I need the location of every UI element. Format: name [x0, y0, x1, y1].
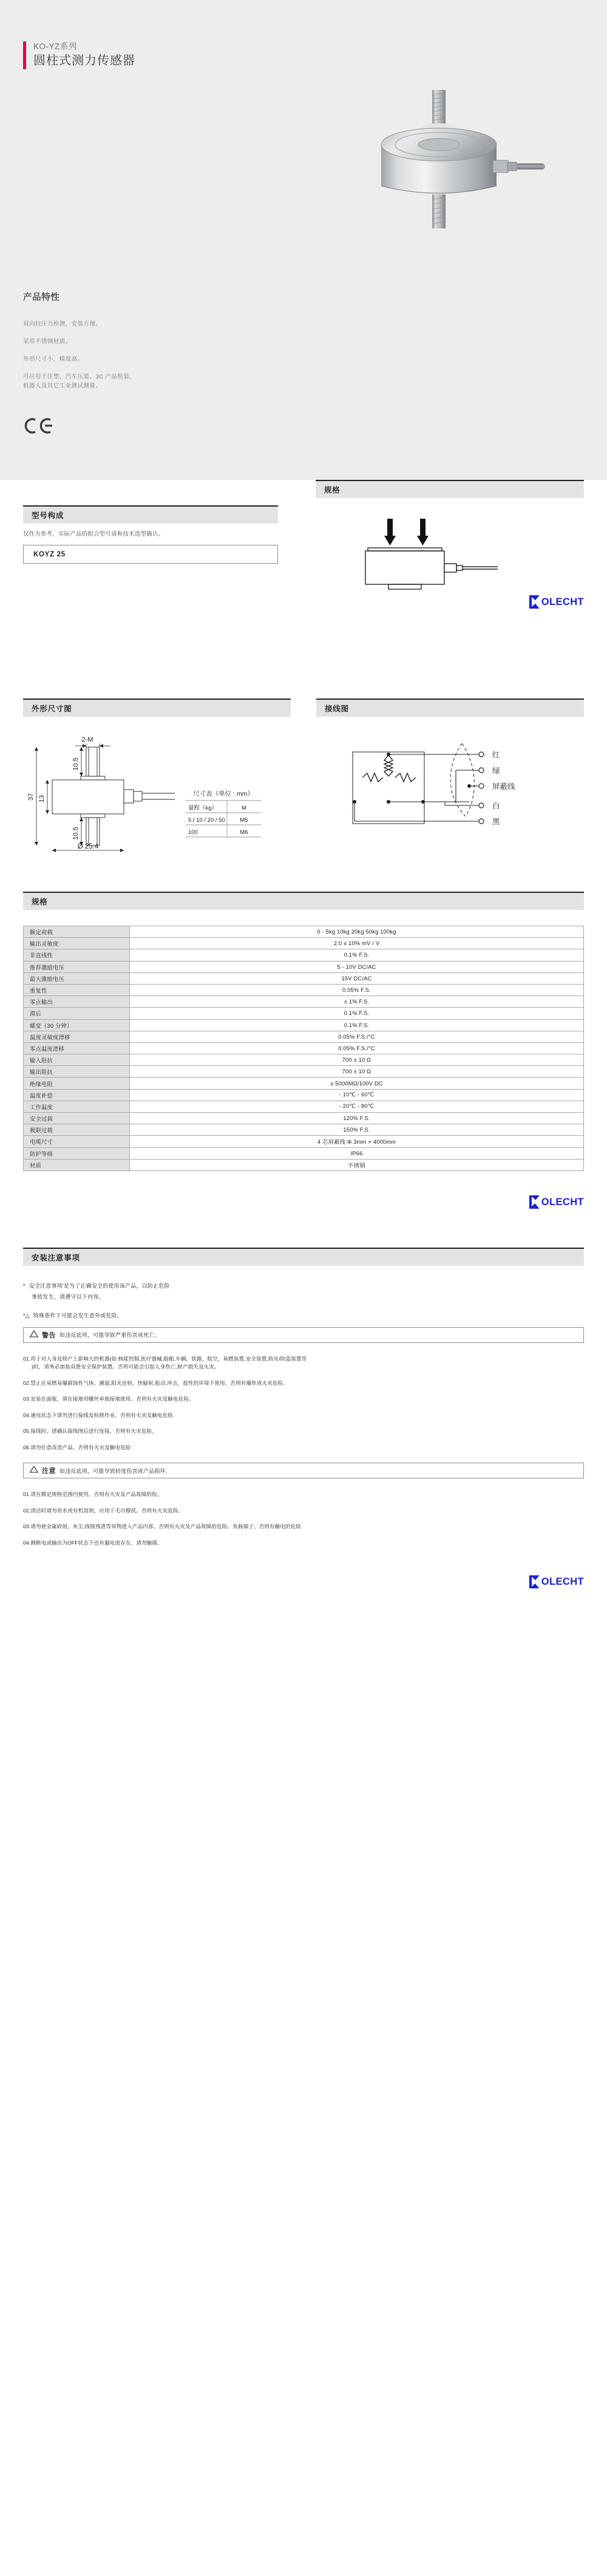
spec-section-header	[23, 892, 584, 910]
olecht-k-icon	[529, 595, 540, 609]
warning-text: 如违反此项，可能导致严重伤害或死亡。	[59, 1332, 160, 1339]
brand-logo	[0, 1195, 584, 1209]
table-row	[24, 949, 584, 961]
table-row	[24, 1078, 584, 1089]
model-heading: 型号构成	[32, 511, 64, 520]
model-subtitle: 仅作为参考，实际产品的组合型号请和技术选型确认。	[23, 530, 164, 537]
list-item-text: 用于对人身及财产上影响大的机器(如:核能控制,医疗器械,船舶,车辆，铁路，航空，易燃装置,安全装置,防灾/防盗装置等	[30, 1355, 307, 1362]
warning-label: 警告	[42, 1331, 56, 1339]
list-item-text: 清洁时请勿用水或有机溶剂，应用干毛巾擦拭。否则有火灾危险。	[30, 1507, 184, 1514]
caution-label: 注意	[42, 1467, 56, 1475]
dim-total-height: 37	[27, 793, 35, 801]
list-item-index: 05.	[23, 1428, 31, 1435]
drawings-section	[0, 699, 607, 858]
caution-text: 如违反此项，可能导致轻度伤害或产品损坏.	[59, 1467, 168, 1474]
list-item-index: 01.	[23, 1355, 31, 1362]
spec-key: 额定荷载	[24, 926, 130, 938]
dim-diameter: Ø 25.4	[77, 843, 99, 850]
spec-drawing-heading: 规格	[324, 486, 341, 494]
outline-heading: 外形尺寸图	[32, 705, 72, 713]
spec-key: 安全过载	[24, 1113, 130, 1124]
safety-intro2-line	[23, 1311, 584, 1320]
spec-value: ≥ 5000MΩ/100V DC	[130, 1078, 584, 1089]
spec-key: 零点温度漂移	[24, 1042, 130, 1054]
page-title: 圆柱式测力传感器	[33, 54, 135, 67]
wiring-label-shield: 屏蔽线	[492, 782, 515, 791]
list-item-text: 请勿使金属碎屑，灰尘,线缆残渣等异物进入产品内部。否则有火灾及产品故障的危险。负载端子。否则有触电的危险	[30, 1523, 302, 1530]
table-row	[24, 1101, 584, 1112]
spec-value: ± 1% F.S.	[130, 996, 584, 1008]
model-code-value: KOYZ 25	[33, 550, 66, 558]
table-row	[24, 1019, 584, 1031]
spec-value: 15V DC/AC	[130, 972, 584, 984]
spec-key: 输入阻抗	[24, 1054, 130, 1066]
feature-item: 双向拉压力检测，安装方便。	[23, 321, 102, 327]
brand-name: OLECHT	[541, 1196, 584, 1208]
list-item	[23, 1491, 584, 1499]
table-row	[24, 1042, 584, 1054]
list-item-index: 04.	[23, 1539, 31, 1546]
spec-key: 工作温度	[24, 1101, 130, 1112]
dim-table-header-1: M	[242, 805, 246, 811]
spec-key: 最大激励电压	[24, 972, 130, 984]
list-item	[23, 1444, 584, 1452]
table-row	[24, 1136, 584, 1147]
table-row	[24, 1054, 584, 1066]
list-item	[23, 1539, 584, 1548]
caution-triangle-icon	[30, 1465, 38, 1476]
model-left-column	[23, 505, 278, 564]
wiring-figure	[316, 730, 584, 858]
list-item-text: 安装在面板，请在接地用螺丝单独接地使用。否则有火灾及触电危险。	[30, 1396, 194, 1402]
hero-section	[0, 0, 607, 480]
spec-value: 0.05% F.S.	[130, 984, 584, 996]
caution-callout	[23, 1463, 584, 1478]
spec-key: 滞后	[24, 1008, 130, 1019]
spec-value: 不锈钢	[130, 1159, 584, 1170]
spec-value: 0.1% F.S.	[130, 1008, 584, 1019]
specification-table	[23, 926, 584, 1171]
dim-table-header-0: 量程（kg）	[188, 805, 218, 811]
list-item	[23, 1355, 584, 1372]
table-row	[24, 1008, 584, 1019]
spec-value: 0.1% F.S.	[130, 949, 584, 961]
feature-item: 可应用于注塑、汽车压装、3C 产品组装、	[23, 374, 136, 380]
wiring-label-black: 黑	[492, 818, 500, 826]
feature-item: 采用不锈钢材质。	[23, 338, 72, 345]
spec-value: 150% F.S.	[130, 1124, 584, 1136]
olecht-k-icon	[529, 1575, 540, 1588]
spec-value: 4 芯屏蔽线 Φ 3mm × 4000mm	[130, 1136, 584, 1147]
safety-section	[0, 1248, 607, 1607]
feature-item: 外形尺寸小，精度高。	[23, 356, 84, 363]
list-item	[23, 1379, 584, 1388]
table-row	[24, 1113, 584, 1124]
brand-logo	[0, 1575, 584, 1588]
product-title-block	[23, 41, 135, 69]
spec-key: 输出灵敏度	[24, 938, 130, 949]
table-row	[24, 996, 584, 1008]
product-features	[23, 290, 223, 399]
spec-key: 极限过载	[24, 1124, 130, 1136]
safety-intro-text: 安全注意事项'是为了正确安全的使用该产品，以防止危险	[29, 1282, 170, 1289]
spec-value: 5 - 10V DC/AC	[130, 961, 584, 972]
list-item	[23, 1395, 584, 1404]
safety-intro2-text: 特殊条件下可能会发生意外或危险。	[33, 1312, 123, 1319]
list-item	[23, 1427, 584, 1436]
table-row	[24, 1031, 584, 1042]
list-item-index: 03.	[23, 1523, 31, 1530]
table-row	[24, 1147, 584, 1159]
outline-section-header	[23, 699, 291, 717]
dim-body-height: 13	[38, 794, 46, 803]
product-series: KO-YZ系列	[33, 42, 77, 51]
features-heading: 产品特性	[23, 293, 60, 302]
list-item-index: 02.	[23, 1379, 31, 1386]
safety-section-header	[23, 1248, 584, 1266]
spec-key: 温度补偿	[24, 1089, 130, 1101]
wiring-label-red: 红	[492, 751, 500, 759]
spec-key: 推荐激励电压	[24, 961, 130, 972]
model-composition-section	[0, 480, 607, 662]
wiring-section-header	[316, 699, 584, 717]
spec-drawing-figure	[316, 514, 584, 605]
spec-value: 0.1% F.S.	[130, 1019, 584, 1031]
table-row	[24, 961, 584, 972]
table-row	[24, 1066, 584, 1078]
spec-value: 0 - 5kg 10kg 20kg 50kg 100kg	[130, 926, 584, 938]
spec-key: 非直线性	[24, 949, 130, 961]
spec-drawing-column	[316, 480, 584, 605]
list-item-index: 04.	[23, 1412, 31, 1418]
table-row	[24, 1159, 584, 1170]
list-item	[23, 1412, 584, 1420]
spec-key: 重复性	[24, 984, 130, 996]
spec-value: 700 ± 10 Ω	[130, 1066, 584, 1078]
spec-value: 0.05% F.S./°C	[130, 1042, 584, 1054]
spec-value: 700 ± 10 Ω	[130, 1054, 584, 1066]
spec-value: IP66	[130, 1147, 584, 1159]
dim-table-cell: 5 / 10 / 20 / 50	[188, 817, 225, 824]
list-item	[23, 1507, 584, 1515]
safety-heading: 安装注意事项	[32, 1253, 80, 1262]
table-row	[24, 972, 584, 984]
spec-drawing-header	[316, 480, 584, 498]
dim-table-cell: 100	[188, 829, 198, 836]
list-item	[23, 1523, 584, 1531]
table-row	[24, 938, 584, 949]
spec-key: 防护等级	[24, 1147, 130, 1159]
spec-value: - 10℃ - 60℃	[130, 1089, 584, 1101]
spec-value: 0.05% F.S./°C	[130, 1031, 584, 1042]
product-photo	[340, 79, 546, 255]
list-item-text: 请在额定规格范围内使用。否则有火灾及产品故障的险。	[30, 1491, 163, 1498]
warning-item-list	[23, 1355, 584, 1452]
wiring-label-white: 白	[492, 802, 500, 810]
list-item-index: 02.	[23, 1507, 31, 1514]
list-item-text: 禁止在易燃易爆腐蚀性气体，潮湿,阳光直射，热辐射,振动,冲击，盐性的环境下使用。否则有爆炸或火灾危险。	[30, 1379, 289, 1386]
dim-table-cell: M5	[240, 817, 248, 824]
specification-section	[0, 892, 607, 1209]
table-row	[24, 1124, 584, 1136]
brand-name: OLECHT	[541, 1576, 584, 1588]
wiring-label-green: 绿	[492, 767, 500, 775]
safety-intro-line	[23, 1282, 584, 1291]
safety-body	[23, 1282, 584, 1548]
list-item-text: 通电状态下请勿进行接线及检修作业。否则有火灾及触电危险.	[30, 1412, 175, 1418]
ce-mark-icon	[23, 418, 55, 434]
brand-logo	[529, 595, 584, 609]
feature-item: 机器人及其它工业测试测量。	[23, 383, 102, 389]
outline-figure	[23, 730, 291, 858]
spec-key: 蠕变（30 分钟）	[24, 1019, 130, 1031]
spec-key: 绝缘电阻	[24, 1078, 130, 1089]
asterisk-triangle-icon: *△	[23, 1312, 30, 1319]
table-row	[24, 1089, 584, 1101]
spec-heading: 规格	[32, 898, 48, 906]
model-section-header	[23, 505, 278, 524]
dim-bottom-height: 10.5	[72, 827, 80, 840]
spec-value: 2.0 ± 10% mV / V	[130, 938, 584, 949]
warning-triangle-icon	[30, 1330, 38, 1341]
table-row	[24, 926, 584, 938]
spec-value: 120% F.S.	[130, 1113, 584, 1124]
safety-intro-line	[23, 1293, 584, 1302]
accent-bar	[23, 41, 26, 69]
warning-callout	[23, 1327, 584, 1343]
list-item-index: 06.	[23, 1444, 31, 1450]
dim-table-cell: M6	[240, 829, 248, 836]
list-item-text: 请勿任意改造产品。否则有火灾及触电危险	[30, 1444, 131, 1450]
table-row	[24, 984, 584, 996]
model-code-box	[23, 545, 278, 564]
spec-key: 温度灵敏度漂移	[24, 1031, 130, 1042]
list-item-index: 03.	[23, 1396, 31, 1402]
spec-key: 零点输出	[24, 996, 130, 1008]
olecht-k-icon	[529, 1195, 540, 1209]
list-item-index: 01.	[23, 1491, 31, 1498]
asterisk-icon: *	[23, 1282, 25, 1289]
list-item-text: 刚断电或输出为OFF状态下也有漏电流存在，请勿触摸。	[30, 1539, 163, 1546]
wiring-column	[316, 699, 584, 717]
dim-top-height: 10.5	[72, 757, 80, 771]
spec-key: 输出阻抗	[24, 1066, 130, 1078]
caution-item-list	[23, 1491, 584, 1547]
spec-key: 电缆尺寸	[24, 1136, 130, 1147]
brand-name: OLECHT	[541, 596, 584, 607]
spec-key: 材质	[24, 1159, 130, 1170]
spec-value: - 20℃ - 80℃	[130, 1101, 584, 1112]
list-item-text-cont: )时，请务必加装双重安全保护装置。否则可能会引起人身伤亡,财产损失及火灾。	[32, 1364, 220, 1370]
dim-thread: 2-M	[81, 736, 93, 743]
safety-intro-text: 事故发生，请遵守以下内容。	[32, 1293, 104, 1300]
outline-column	[23, 699, 291, 717]
list-item-text: 接线时，请确认接线图后进行连接。否则有火灾危险。	[30, 1428, 157, 1435]
wiring-heading: 接线图	[325, 705, 349, 713]
dim-table-title: 尺寸表（单位 : mm）	[193, 790, 254, 798]
